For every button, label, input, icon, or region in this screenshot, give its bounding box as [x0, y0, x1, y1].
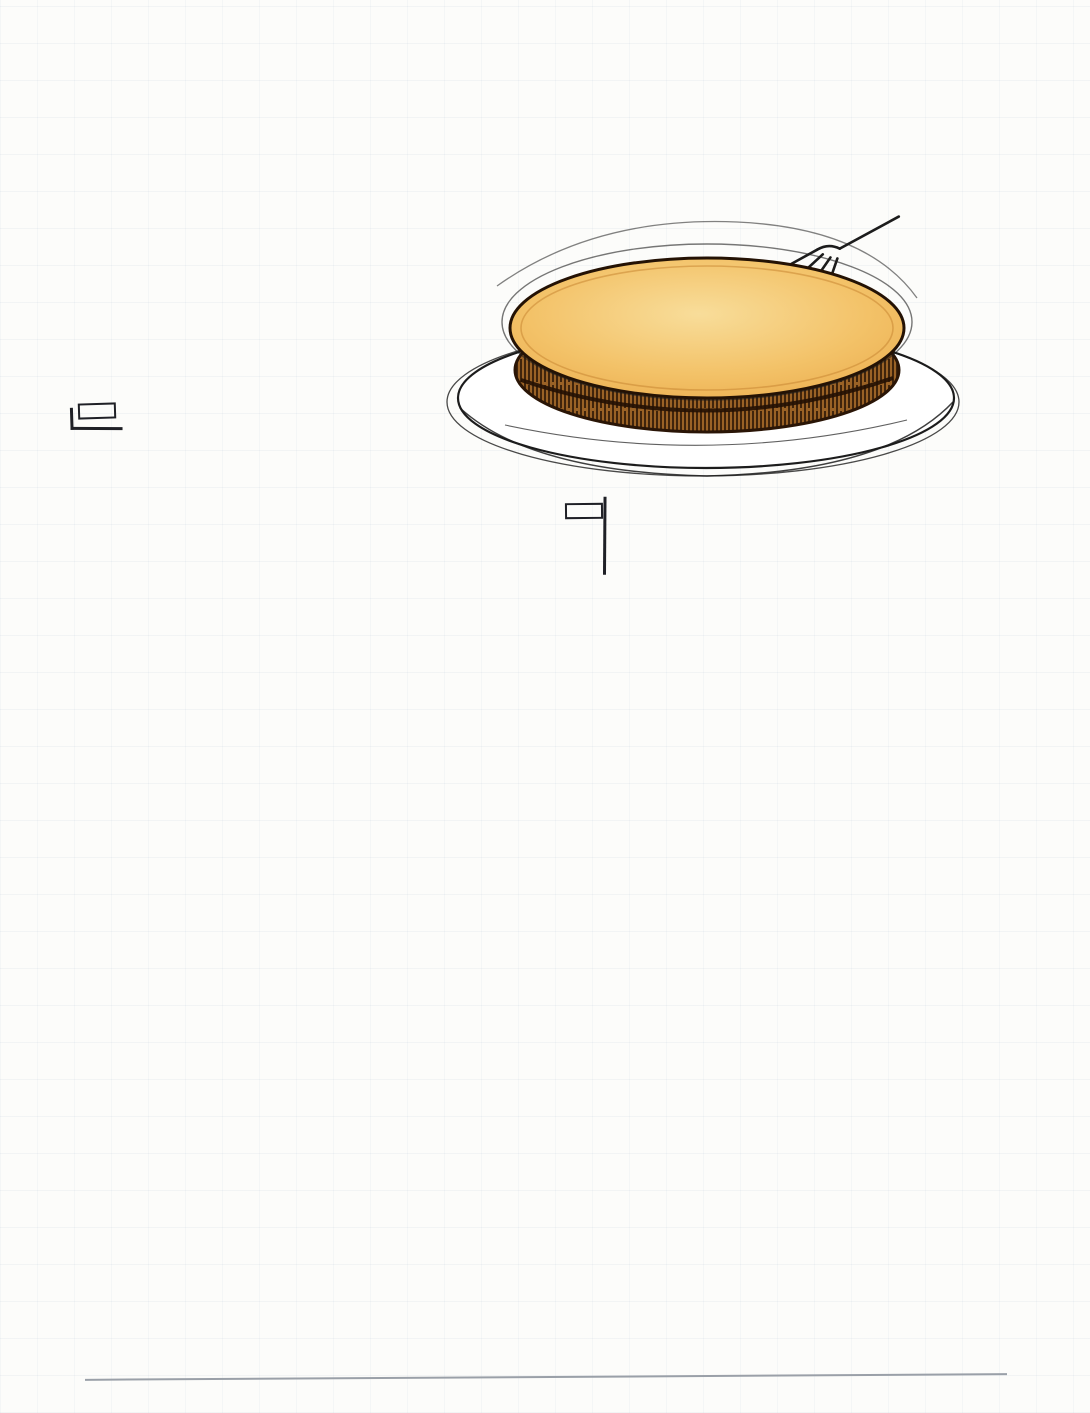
ingredients-heading — [78, 402, 116, 419]
method-heading — [565, 503, 603, 519]
quiche-filling — [497, 222, 917, 400]
recipe-title — [115, 38, 925, 178]
quiche-illustration — [435, 200, 995, 485]
page-rule-line — [85, 1373, 1007, 1381]
